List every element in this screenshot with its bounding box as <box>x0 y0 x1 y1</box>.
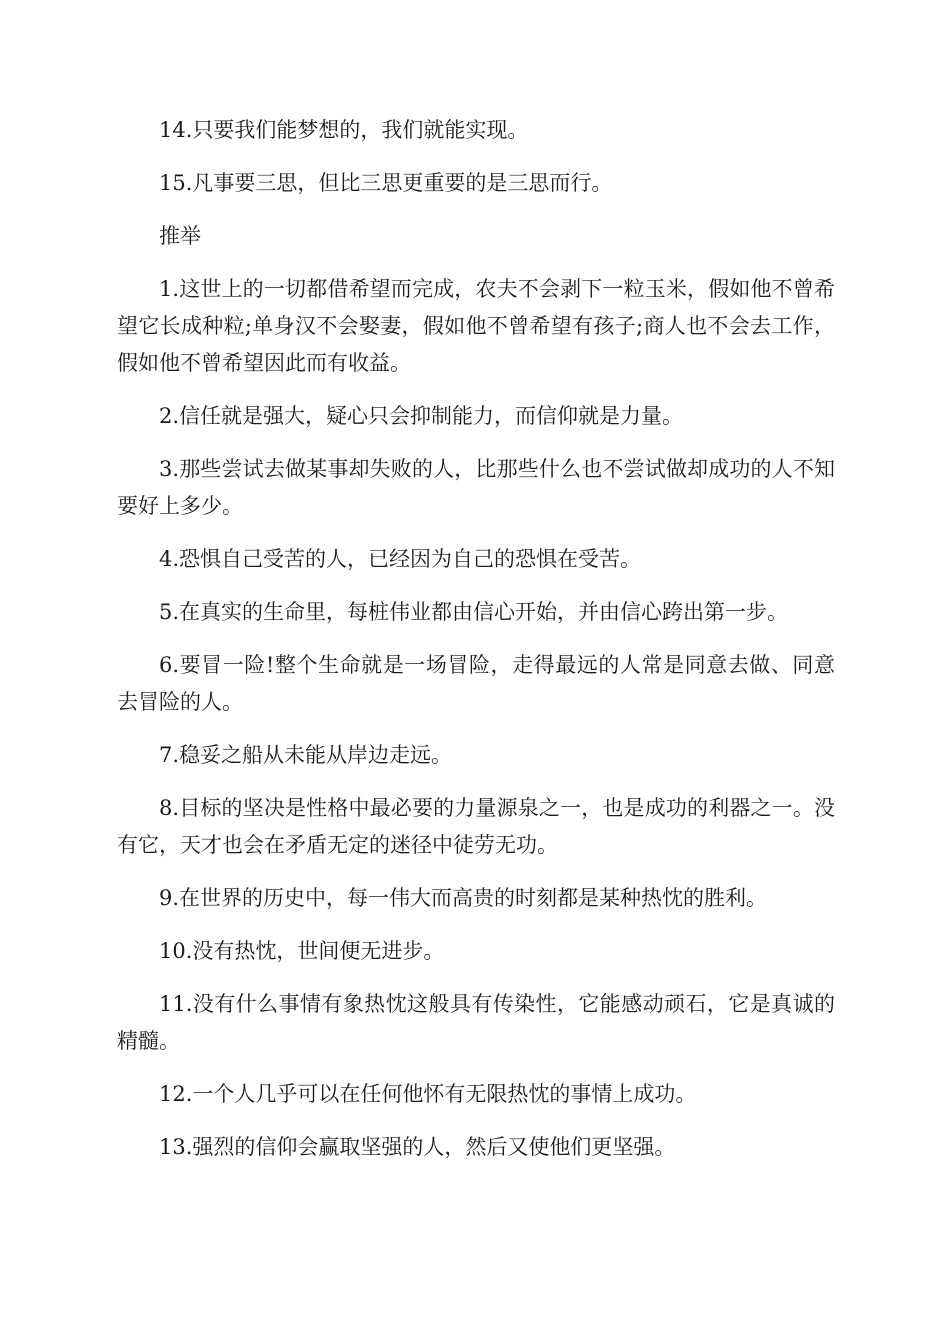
quote-paragraph: 12.一个人几乎可以在任何他怀有无限热忱的事情上成功。 <box>159 1082 697 1106</box>
quote-paragraph: 10.没有热忱，世间便无进步。 <box>159 939 445 963</box>
quote-paragraph: 3.那些尝试去做某事却失败的人，比那些什么也不尝试做却成功的人不知要好上多少。 <box>117 457 835 518</box>
quote-paragraph: 7.稳妥之船从未能从岸边走远。 <box>159 743 453 767</box>
section-heading: 推举 <box>159 224 201 248</box>
quote-paragraph: 8.目标的坚决是性格中最必要的力量源泉之一，也是成功的利器之一。没有它，天才也会在矛盾无定的迷径中徒劳无功。 <box>117 796 835 857</box>
quote-paragraph: 6.要冒一险!整个生命就是一场冒险，走得最远的人常是同意去做、同意去冒险的人。 <box>117 653 835 714</box>
document-page <box>117 112 835 1182</box>
quote-paragraph: 15.凡事要三思，但比三思更重要的是三思而行。 <box>159 171 613 195</box>
quote-paragraph: 14.只要我们能梦想的，我们就能实现。 <box>159 118 529 142</box>
quote-paragraph: 2.信任就是强大，疑心只会抑制能力，而信仰就是力量。 <box>159 404 684 428</box>
quote-paragraph: 1.这世上的一切都借希望而完成，农夫不会剥下一粒玉米，假如他不曾希望它长成种粒;单身汉不会娶妻，假如他不曾希望有孩子;商人也不会去工作，假如他不曾希望因此而有收益。 <box>117 277 835 375</box>
quote-paragraph: 5.在真实的生命里，每桩伟业都由信心开始，并由信心跨出第一步。 <box>159 600 789 624</box>
quote-paragraph: 4.恐惧自己受苦的人，已经因为自己的恐惧在受苦。 <box>159 547 642 571</box>
quote-paragraph: 9.在世界的历史中，每一伟大而高贵的时刻都是某种热忱的胜利。 <box>159 886 768 910</box>
quote-paragraph: 11.没有什么事情有象热忱这般具有传染性，它能感动顽石，它是真诚的精髓。 <box>117 992 835 1053</box>
quote-paragraph: 13.强烈的信仰会赢取坚强的人，然后又使他们更坚强。 <box>159 1135 676 1159</box>
